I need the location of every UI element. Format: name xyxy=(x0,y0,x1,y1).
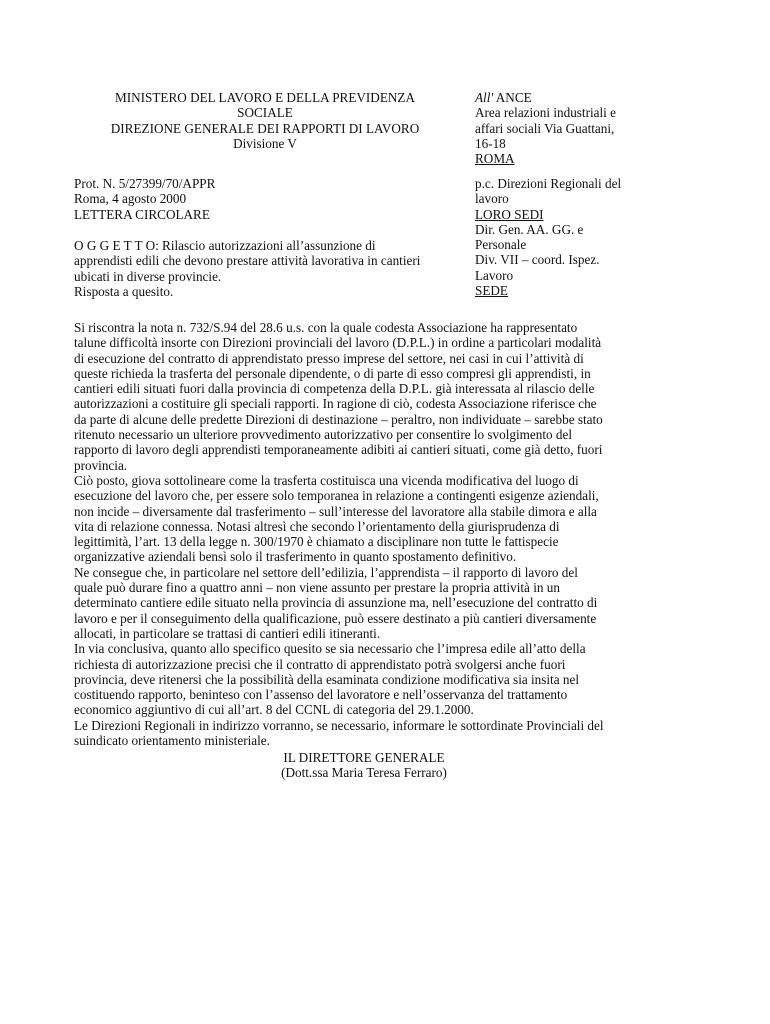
body-line: Ciò posto, giova sottolineare come la trasferta costituisca una vicenda modificativa del luogo di xyxy=(74,472,579,488)
body-line: suindicato orientamento ministeriale. xyxy=(74,733,270,749)
subject-line: Risposta a quesito. xyxy=(74,283,174,299)
header-line: SOCIALE xyxy=(237,105,293,121)
addressee-name-line xyxy=(475,90,645,105)
addressee-block xyxy=(475,90,645,166)
body-line: da parte di alcune delle predette Direzioni di destinazione – peraltro, non individuate – sarebbe stato xyxy=(74,411,603,427)
body-line: Ne consegue che, in particolare nel settore dell’edilizia, l’apprendista – il rapporto di lavoro del xyxy=(74,564,578,580)
cc-line: Personale xyxy=(475,237,527,253)
body-line: Le Direzioni Regionali in indirizzo vorranno, se necessario, informare le sottordinate Provinciali del xyxy=(74,717,604,733)
header-line: DIREZIONE GENERALE DEI RAPPORTI DI LAVORO xyxy=(110,120,420,136)
body-line: organizzative aziendali bensì solo il trasferimento in quanto spostamento definitivo. xyxy=(74,549,517,565)
body-line: ritenuto necessario un ulteriore provvedimento autorizzativo per consentire lo svolgimento del xyxy=(74,427,573,443)
body-line: talune difficoltà insorte con Direzioni provinciali del lavoro (D.P.L.) in ordine a particolari modalità xyxy=(74,335,602,351)
body-line: autorizzazioni a costituire gli speciali rapporti. In ragione di ciò, codesta Associazione riferisce che xyxy=(74,396,597,412)
body-line: legittimità, l’art. 13 della legge n. 300/1970 è chiamato a disciplinare non tutte le fattispecie xyxy=(74,534,559,550)
body-line: di esecuzione del contratto di apprendistato presso imprese del settore, nei casi in cui l’attività di xyxy=(74,350,584,366)
body-line: vita di relazione connessa. Notasi altresì che secondo l’orientamento della giurisprudenza di xyxy=(74,518,560,534)
body-line: costituendo rapporto, beninteso con l’assenso del lavoratore e nell’osservanza del trattamento xyxy=(74,687,568,703)
protocol-number: Prot. N. 5/27399/70/APPR xyxy=(74,176,216,191)
body-line: allocati, in particolare se trattasi di cantieri edili itineranti. xyxy=(74,625,381,641)
body-line: quale può durare fino a quattro anni – non viene assunto per prestare la propria attività in un xyxy=(74,580,560,596)
subject-line: O G G E T T O: Rilascio autorizzazioni all’assunzione di xyxy=(74,238,376,253)
cc-line: p.c. Direzioni Regionali del xyxy=(475,176,622,191)
body-line: non incide – diversamente dal trasferimento – sull’interesse del lavoratore alla stabile dimora e alla xyxy=(74,503,597,519)
body-line: economico aggiuntivo di cui all’art. 8 del CCNL di categoria del 29.1.2000. xyxy=(74,702,474,718)
body-line: Si riscontra la nota n. 732/S.94 del 28.6 u.s. con la quale codesta Associazione ha rappresentato xyxy=(74,320,578,335)
cc-line: Div. VII – coord. Ispez. xyxy=(475,252,600,268)
letter-type: LETTERA CIRCOLARE xyxy=(74,206,210,222)
body-line: lavoro e per il conseguimento della qualificazione, può essere destinato a più cantieri diversamente xyxy=(74,610,597,626)
subject-block xyxy=(74,238,470,299)
cc-sede: SEDE xyxy=(475,283,508,299)
letter-body xyxy=(74,320,714,748)
subject-line: apprendisti edili che devono prestare attività lavorativa in cantieri xyxy=(74,253,421,269)
addressee-city: ROMA xyxy=(475,151,515,167)
body-line: provincia, deve ritenersi che la possibilità della esaminata condizione modificativa sia insita nel xyxy=(74,671,579,687)
addressee-name: ANCE xyxy=(493,90,532,105)
cc-line: Lavoro xyxy=(475,267,514,283)
addressee-line: 16-18 xyxy=(475,135,506,151)
body-line: In via conclusiva, quanto allo specifico quesito se sia necessario che l’impresa edile all’atto della xyxy=(74,641,586,657)
addressee-line: affari sociali Via Guattani, xyxy=(475,120,615,136)
body-line: richiesta di autorizzazione precisi che il contratto di apprendistato potrà svolgersi anche fuori xyxy=(74,656,566,672)
cc-loro-sedi: LORO SEDI xyxy=(475,206,544,222)
body-line: rapporto di lavoro degli apprendisti temporaneamente adibiti ai cantieri situati, come già detto, fuori xyxy=(74,442,603,458)
header-line: MINISTERO DEL LAVORO E DELLA PREVIDENZA xyxy=(115,90,415,105)
body-line: provincia. xyxy=(74,457,128,473)
signature-title: IL DIRETTORE GENERALE xyxy=(283,750,445,765)
signature-name: (Dott.ssa Maria Teresa Ferraro) xyxy=(281,765,447,781)
protocol-block xyxy=(74,176,464,222)
ministry-header xyxy=(74,90,456,151)
subject-line: ubicati in diverse provincie. xyxy=(74,268,222,284)
cc-line: Dir. Gen. AA. GG. e xyxy=(475,221,584,237)
body-line: cantieri edili situati fuori dalla provincia di competenza della D.P.L. già interessata al rilascio delle xyxy=(74,381,595,397)
body-line: queste richieda la trasferta del personale dipendente, o di parte di esso compresi gli apprendisti, in xyxy=(74,365,591,381)
letter-date: Roma, 4 agosto 2000 xyxy=(74,191,187,207)
addressee-line: Area relazioni industriali e xyxy=(475,105,616,121)
signature-block xyxy=(74,750,654,781)
cc-block xyxy=(475,176,650,298)
header-line: Divisione V xyxy=(233,135,297,151)
addressee-prefix: All' xyxy=(475,90,494,105)
body-line: esecuzione del lavoro che, per essere solo temporanea in relazione a contingenti esigenze aziendali, xyxy=(74,488,599,504)
cc-line: lavoro xyxy=(475,191,509,207)
body-line: determinato cantiere edile situato nella provincia di assunzione ma, nell’esecuzione del contratto di xyxy=(74,595,598,611)
